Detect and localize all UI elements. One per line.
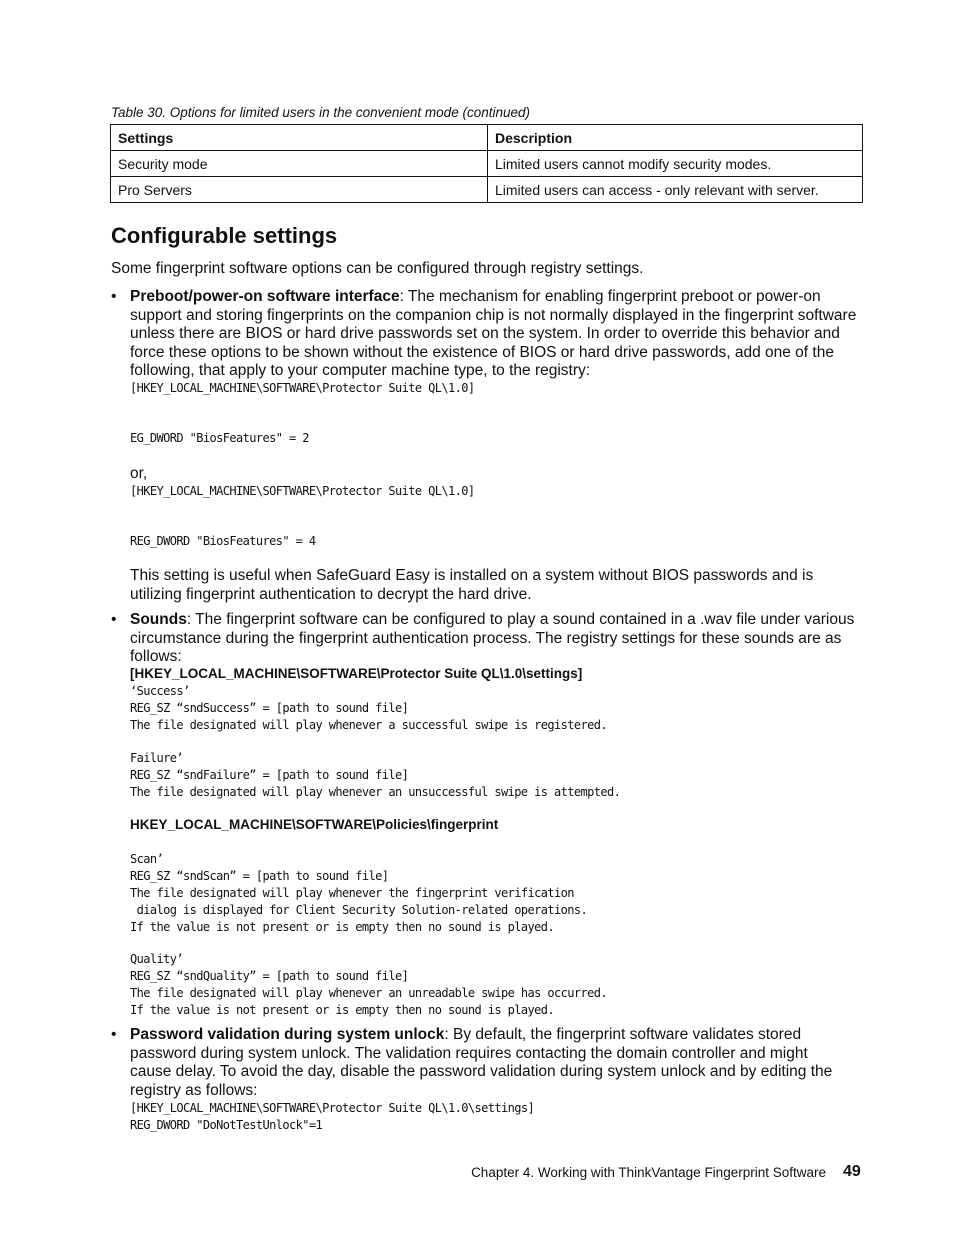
sounds-text: : The fingerprint software can be configured to play a sound contained in a .wav file under various circumstance during the fingerprint authentication process. The registry settings for these sounds are as follows: bbox=[130, 611, 855, 666]
scan-sound-code: Scan’ REG_SZ “sndScan” = [path to sound file] The file designated will play whenever the fingerprint verification dialog is displayed for Client Security Solution-related operations. If the value is not present or is empty then no sound is played. bbox=[130, 852, 588, 934]
table-caption: Table 30. Options for limited users in the convenient mode (continued) bbox=[111, 105, 530, 120]
column-header-description: Description bbox=[488, 125, 863, 151]
preboot-note: This setting is useful when SafeGuard Easy is installed on a system without BIOS passwords and is utilizing fingerprint authentication to decrypt the hard drive. bbox=[130, 567, 814, 603]
password-term: Password validation during system unlock bbox=[130, 1026, 445, 1043]
policies-registry-key: HKEY_LOCAL_MACHINE\SOFTWARE\Policies\fingerprint bbox=[130, 817, 499, 832]
preboot-paragraph bbox=[130, 288, 865, 381]
page-number: 49 bbox=[843, 1163, 861, 1180]
failure-sound-code: Failure’ REG_SZ “sndFailure” = [path to sound file] The file designated will play whenever an unsuccessful swipe is attempted. bbox=[130, 751, 621, 799]
password-paragraph bbox=[130, 1026, 835, 1100]
sounds-term: Sounds bbox=[130, 611, 187, 628]
success-sound-code: ‘Success’ REG_SZ “sndSuccess” = [path to sound file] The file designated will play whenever a successful swipe is registered. bbox=[130, 684, 607, 732]
bullet-marker: • bbox=[111, 1026, 117, 1043]
registry-value-code: REG_DWORD "BiosFeatures" = 4 bbox=[130, 534, 316, 548]
table-row bbox=[111, 177, 863, 203]
registry-key-code: [HKEY_LOCAL_MACHINE\SOFTWARE\Protector Suite QL\1.0] bbox=[130, 381, 475, 395]
bullet-marker: • bbox=[111, 288, 117, 305]
quality-sound-code: Quality’ REG_SZ “sndQuality” = [path to sound file] The file designated will play whenever an unreadable swipe has occurred. If the value is not present or is empty then no sound is played. bbox=[130, 952, 607, 1017]
sounds-registry-key: [HKEY_LOCAL_MACHINE\SOFTWARE\Protector Suite QL\1.0\settings] bbox=[130, 666, 583, 681]
table-header-row bbox=[111, 125, 863, 151]
table-cell: Security mode bbox=[111, 151, 488, 177]
sounds-paragraph bbox=[130, 611, 865, 667]
unlock-registry-code: [HKEY_LOCAL_MACHINE\SOFTWARE\Protector Suite QL\1.0\settings] REG_DWORD "DoNotTestUnlock"=1 bbox=[130, 1101, 535, 1132]
bullet-marker: • bbox=[111, 611, 117, 628]
preboot-term: Preboot/power-on software interface bbox=[130, 288, 400, 305]
options-table bbox=[110, 124, 863, 203]
table-cell: Limited users cannot modify security modes. bbox=[488, 151, 863, 177]
table-cell: Limited users can access - only relevant with server. bbox=[488, 177, 863, 203]
preboot-text: : The mechanism for enabling fingerprint preboot or power-on support and storing fingerprints on the companion chip is not normally displayed in the fingerprint software unless there are BIOS or hard drive passwords set on the system. In order to override this behavior and force these options to be shown without the existence of BIOS or hard drive passwords, add one of the following, that apply to your computer machine type, to the registry: bbox=[130, 288, 857, 380]
column-header-settings: Settings bbox=[111, 125, 488, 151]
section-title: Configurable settings bbox=[111, 223, 338, 248]
registry-key-code: [HKEY_LOCAL_MACHINE\SOFTWARE\Protector Suite QL\1.0] bbox=[130, 484, 475, 498]
section-intro: Some fingerprint software options can be configured through registry settings. bbox=[111, 260, 644, 277]
or-text: or, bbox=[130, 465, 148, 482]
table-cell: Pro Servers bbox=[111, 177, 488, 203]
password-text: : By default, the fingerprint software validates stored password during system unlock. The validation requires contacting the domain controller and might cause delay. To avoid the day, disable the password validation during system unlock and by editing the registry as follows: bbox=[130, 1026, 833, 1099]
table-row bbox=[111, 151, 863, 177]
footer-chapter: Chapter 4. Working with ThinkVantage Fingerprint Software bbox=[471, 1165, 826, 1180]
registry-value-code: EG_DWORD "BiosFeatures" = 2 bbox=[130, 431, 309, 445]
